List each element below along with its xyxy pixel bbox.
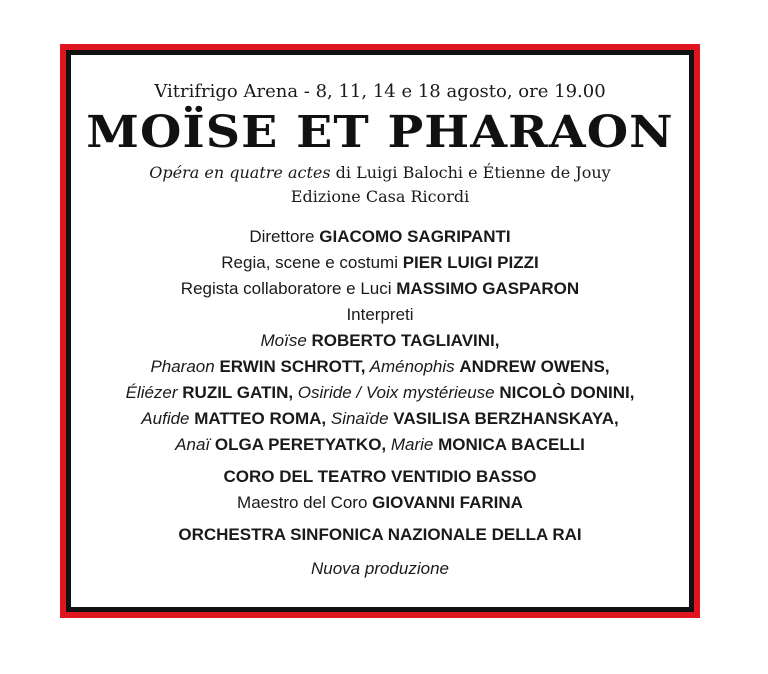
cast-name: VASILISA BERZHANSKAYA, (393, 409, 619, 428)
staging-credit (71, 253, 689, 273)
venue-date-line: Vitrifrigo Arena - 8, 11, 14 e 18 agosto, ore 19.00 (154, 81, 606, 102)
cast-role: Pharaon (150, 357, 220, 376)
cast-line-4 (71, 409, 689, 429)
staging-role: Regia, scene e costumi (221, 253, 403, 272)
inner-black-frame (66, 50, 694, 612)
cast-line-3 (71, 383, 689, 403)
collaborator-credit (71, 279, 689, 299)
collaborator-role: Regista collaboratore e Luci (180, 279, 397, 298)
cast-role: Aufide (141, 409, 195, 428)
cast-name: NICOLÒ DONINI, (499, 383, 635, 402)
cast-name: ROBERTO TAGLIAVINI, (311, 331, 500, 350)
collaborator-name: MASSIMO GASPARON (396, 279, 580, 298)
opera-title: MOÏSE ET PHARAON (86, 107, 674, 158)
cast-name: MATTEO ROMA, (194, 409, 327, 428)
orchestra-name: ORCHESTRA SINFONICA NAZIONALE DELLA RAI (178, 525, 582, 544)
choir-name: CORO DEL TEATRO VENTIDIO BASSO (223, 467, 537, 486)
production-note: Nuova produzione (311, 559, 449, 578)
director-credit (71, 227, 689, 247)
cast-name: OLGA PERETYATKO, (214, 435, 387, 454)
opera-subtitle-italic: Opéra en quatre actes (149, 163, 331, 182)
cast-name: ANDREW OWENS, (459, 357, 610, 376)
cast-role: Éliézer (125, 383, 183, 402)
choir-master-name: GIOVANNI FARINA (372, 493, 523, 512)
director-role: Direttore (249, 227, 320, 246)
opera-subtitle-authors: di Luigi Balochi e Étienne de Jouy (330, 163, 611, 182)
cast-role: Sinaïde (326, 409, 394, 428)
cast-name: ERWIN SCHROTT, (219, 357, 366, 376)
choir-master-role: Maestro del Coro (237, 493, 373, 512)
cast-role: Anaï (175, 435, 215, 454)
interpreti-heading: Interpreti (346, 305, 414, 324)
edition-line: Edizione Casa Ricordi (290, 187, 470, 206)
outer-red-frame (60, 44, 700, 618)
cast-role: Osiride / Voix mystérieuse (293, 383, 500, 402)
cast-line-2 (71, 357, 689, 377)
staging-name: PIER LUIGI PIZZI (402, 253, 539, 272)
cast-name: RUZIL GATIN, (182, 383, 294, 402)
opera-subtitle (71, 163, 689, 182)
cast-name: MONICA BACELLI (438, 435, 585, 454)
choir-master-credit (71, 493, 689, 513)
director-name: GIACOMO SAGRIPANTI (319, 227, 511, 246)
cast-role: Moïse (260, 331, 312, 350)
cast-role: Aménophis (365, 357, 460, 376)
cast-line-1 (71, 331, 689, 351)
cast-line-5 (71, 435, 689, 455)
poster-content (71, 55, 689, 607)
cast-role: Marie (386, 435, 439, 454)
